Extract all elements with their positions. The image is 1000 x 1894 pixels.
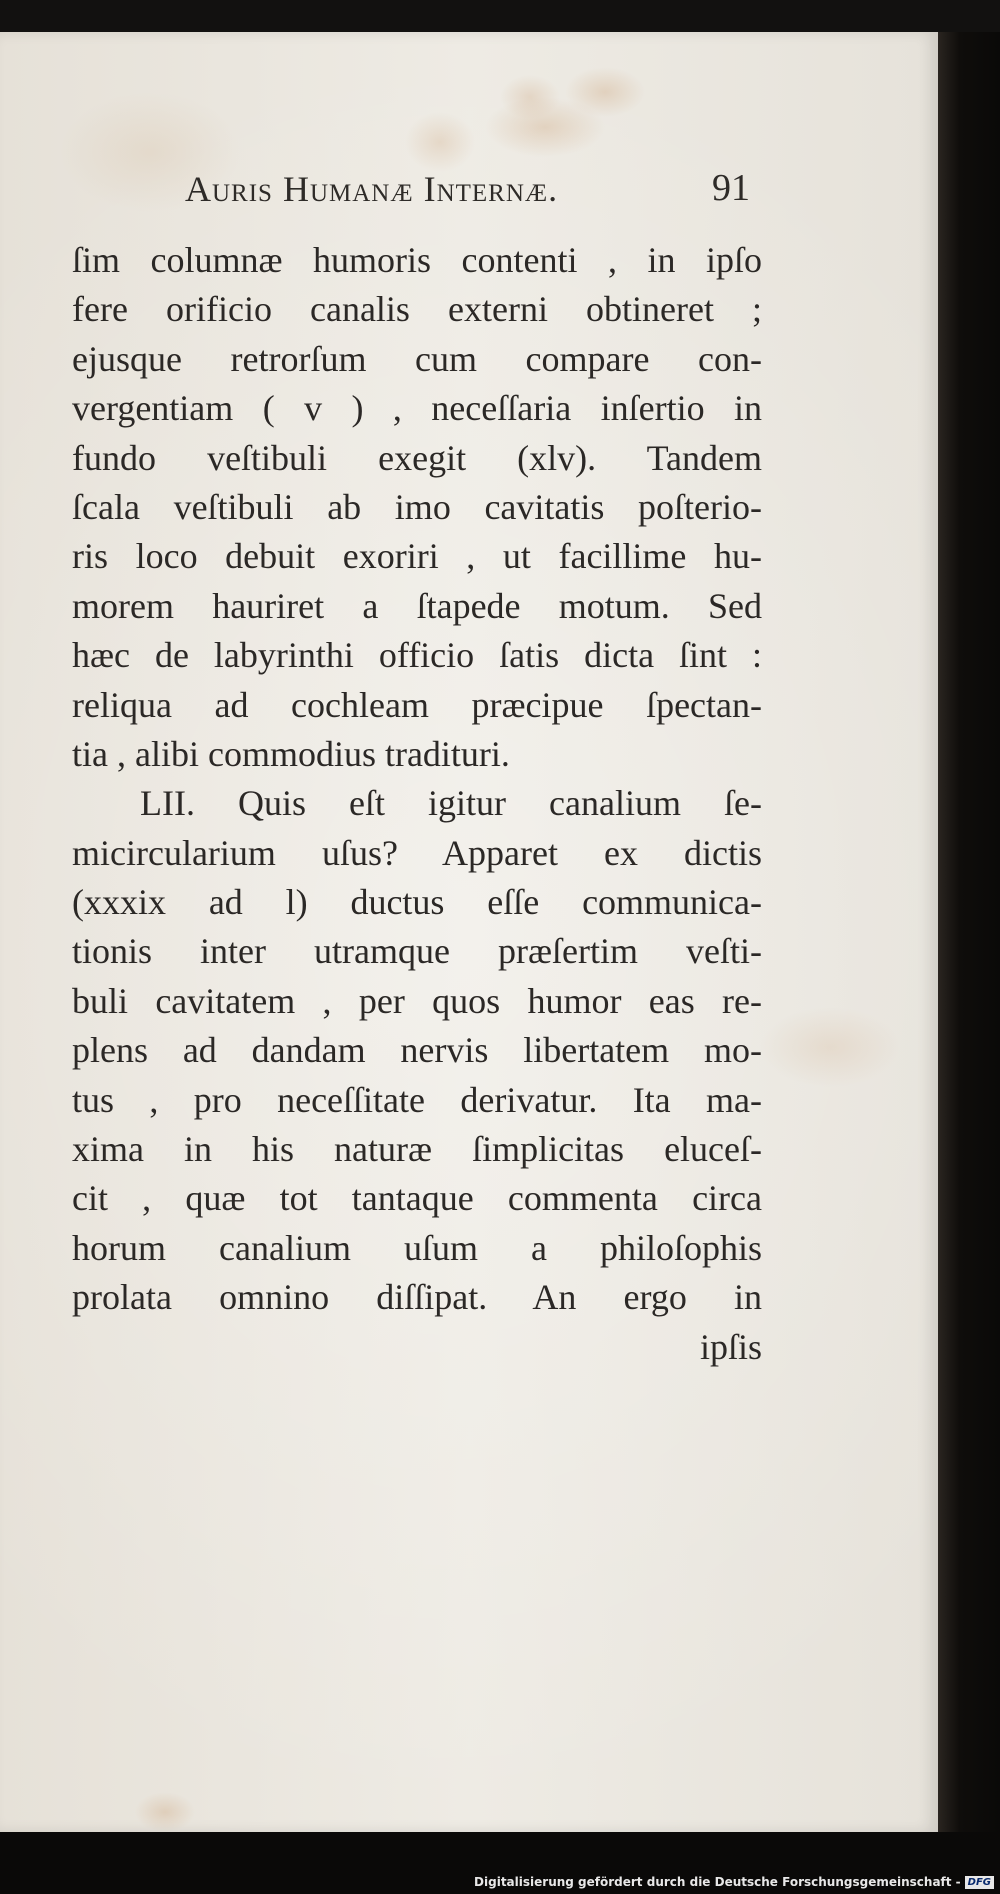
text-line: ris loco debuit exoriri , ut facillime hu- (72, 536, 762, 577)
dfg-logo-icon: DFG (965, 1876, 994, 1889)
scan-top-border (0, 0, 1000, 32)
text-line: fere orificio canalis externi obtineret ; (72, 289, 762, 330)
running-head: Auris Humanæ Internæ. (185, 169, 559, 209)
funding-credit (474, 1875, 994, 1889)
text-line: vergentiam ( v ) , neceſſaria inſertio in (72, 388, 762, 429)
text-line: buli cavitatem , per quos humor eas re- (72, 980, 762, 1021)
page-edge-shadow (938, 32, 1000, 1832)
text-line: plens ad dandam nervis libertatem mo- (72, 1030, 762, 1071)
text-line: morem hauriret a ſtapede motum. Sed (72, 585, 762, 626)
page-number: 91 (712, 167, 750, 209)
section-start-line: LII. Quis eſt igitur canalium ſe- (140, 783, 762, 824)
catchword: ipſis (699, 1326, 762, 1367)
text-line: micircularium uſus? Apparet ex dictis (72, 832, 762, 873)
text-line: tus , pro neceſſitate derivatur. Ita ma- (72, 1079, 762, 1120)
text-line: reliqua ad cochleam præcipue ſpectan- (72, 684, 762, 725)
text-line: prolata omnino diſſipat. An ergo in (72, 1277, 762, 1318)
text-line: tia , alibi commodius tradituri. (72, 733, 510, 774)
text-line: ſcala veſtibuli ab imo cavitatis poſterio- (72, 486, 762, 527)
text-line: ejusque retrorſum cum compare con- (72, 338, 762, 379)
text-line: horum canalium uſum a philoſophis (72, 1227, 762, 1268)
funding-credit-text: Digitalisierung gefördert durch die Deutsche Forschungsgemeinschaft - (474, 1875, 961, 1889)
body-text (72, 236, 762, 1372)
text-line: fundo veſtibuli exegit (xlv). Tandem (72, 437, 762, 478)
text-line: xima in his naturæ ſimplicitas eluceſ- (72, 1129, 762, 1170)
text-line: (xxxix ad l) ductus eſſe communica- (72, 882, 762, 923)
text-line: tionis inter utramque præſertim veſti- (72, 931, 762, 972)
text-line: cit , quæ tot tantaque commenta circa (72, 1178, 762, 1219)
text-line: ſim columnæ humoris contenti , in ipſo (72, 240, 762, 280)
text-line: hæc de labyrinthi officio ſatis dicta ſint : (72, 635, 762, 676)
footer-bar (0, 1832, 1000, 1894)
